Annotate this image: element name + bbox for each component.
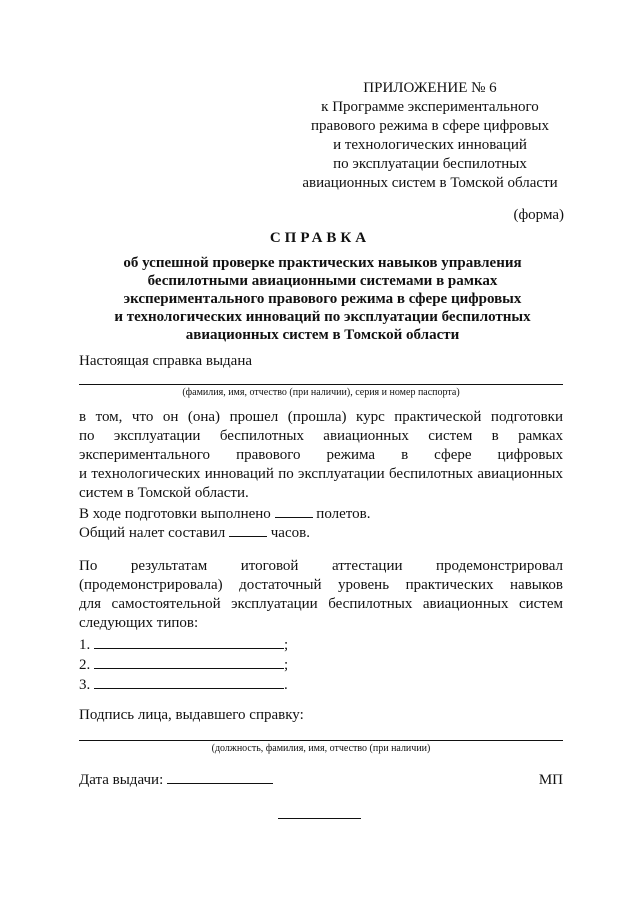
flights-prefix: В ходе подготовки выполнено xyxy=(79,506,271,522)
course-line: в том, что он (она) прошел (прошла) курс практической подготовки xyxy=(79,409,563,425)
type-field[interactable] xyxy=(94,674,284,689)
form-label: (форма) xyxy=(513,207,564,223)
course-line: по эксплуатации беспилотных авиационных систем в рамках xyxy=(79,428,563,444)
subtitle-line: авиационных систем в Томской области xyxy=(185,327,460,343)
issue-date-label: Дата выдачи: xyxy=(79,772,164,788)
issue-date-row xyxy=(79,769,273,789)
recipient-caption: (фамилия, имя, отчество (при наличии), серия и номер паспорта) xyxy=(182,387,460,398)
type-item xyxy=(79,634,563,655)
signature-label: Подпись лица, выдавшего справку: xyxy=(79,707,304,723)
hours-line xyxy=(79,522,563,543)
type-end: ; xyxy=(284,657,289,673)
header-line: к Программе экспериментального xyxy=(321,99,539,115)
hours-suffix: часов. xyxy=(270,525,310,541)
flights-suffix: полетов. xyxy=(316,506,371,522)
appendix-number: ПРИЛОЖЕНИЕ № 6 xyxy=(363,80,497,96)
header-line: и технологических инноваций xyxy=(333,137,527,153)
hours-prefix: Общий налет составил xyxy=(79,525,226,541)
subtitle-line: об успешной проверке практических навыков управления xyxy=(123,255,522,271)
type-number: 3. xyxy=(79,677,91,693)
type-number: 2. xyxy=(79,657,91,673)
attestation-line: (продемонстрировала) достаточный уровень практических навыков xyxy=(79,577,563,593)
type-end: ; xyxy=(284,637,289,653)
document-title: СПРАВКА xyxy=(269,230,371,246)
type-item xyxy=(79,654,563,675)
subtitle-line: экспериментального правового режима в сфере цифровых xyxy=(123,291,522,307)
type-field[interactable] xyxy=(94,654,284,669)
course-line: экспериментального правового режима в сфере цифровых xyxy=(79,447,563,463)
footer-divider xyxy=(278,818,361,819)
type-field[interactable] xyxy=(94,634,284,649)
signature-caption: (должность, фамилия, имя, отчество (при наличии) xyxy=(211,743,431,754)
stamp-label: МП xyxy=(538,772,563,788)
course-line: и технологических инноваций по эксплуатации беспилотных авиационных xyxy=(79,466,563,482)
type-end: . xyxy=(284,677,288,693)
subtitle-line: и технологических инноваций по эксплуатации беспилотных xyxy=(114,309,531,325)
type-item xyxy=(79,674,563,695)
recipient-line xyxy=(79,384,563,385)
hours-count-field[interactable] xyxy=(229,522,267,537)
attestation-line: По результатам итоговой аттестации продемонстрировал xyxy=(79,558,563,574)
issued-to-label: Настоящая справка выдана xyxy=(79,353,253,369)
course-line: систем в Томской области. xyxy=(79,485,249,501)
header-line: по эксплуатации беспилотных xyxy=(333,156,527,172)
attestation-line: следующих типов: xyxy=(79,615,199,631)
type-number: 1. xyxy=(79,637,91,653)
flights-line xyxy=(79,503,563,524)
header-line: авиационных систем в Томской области xyxy=(302,175,558,191)
issue-date-field[interactable] xyxy=(167,769,273,784)
subtitle-line: беспилотными авиационными системами в рамках xyxy=(147,273,498,289)
flights-count-field[interactable] xyxy=(275,503,313,518)
attestation-line: для самостоятельной эксплуатации беспилотных авиационных систем xyxy=(79,596,563,612)
signature-line xyxy=(79,740,563,741)
header-line: правового режима в сфере цифровых xyxy=(311,118,549,134)
